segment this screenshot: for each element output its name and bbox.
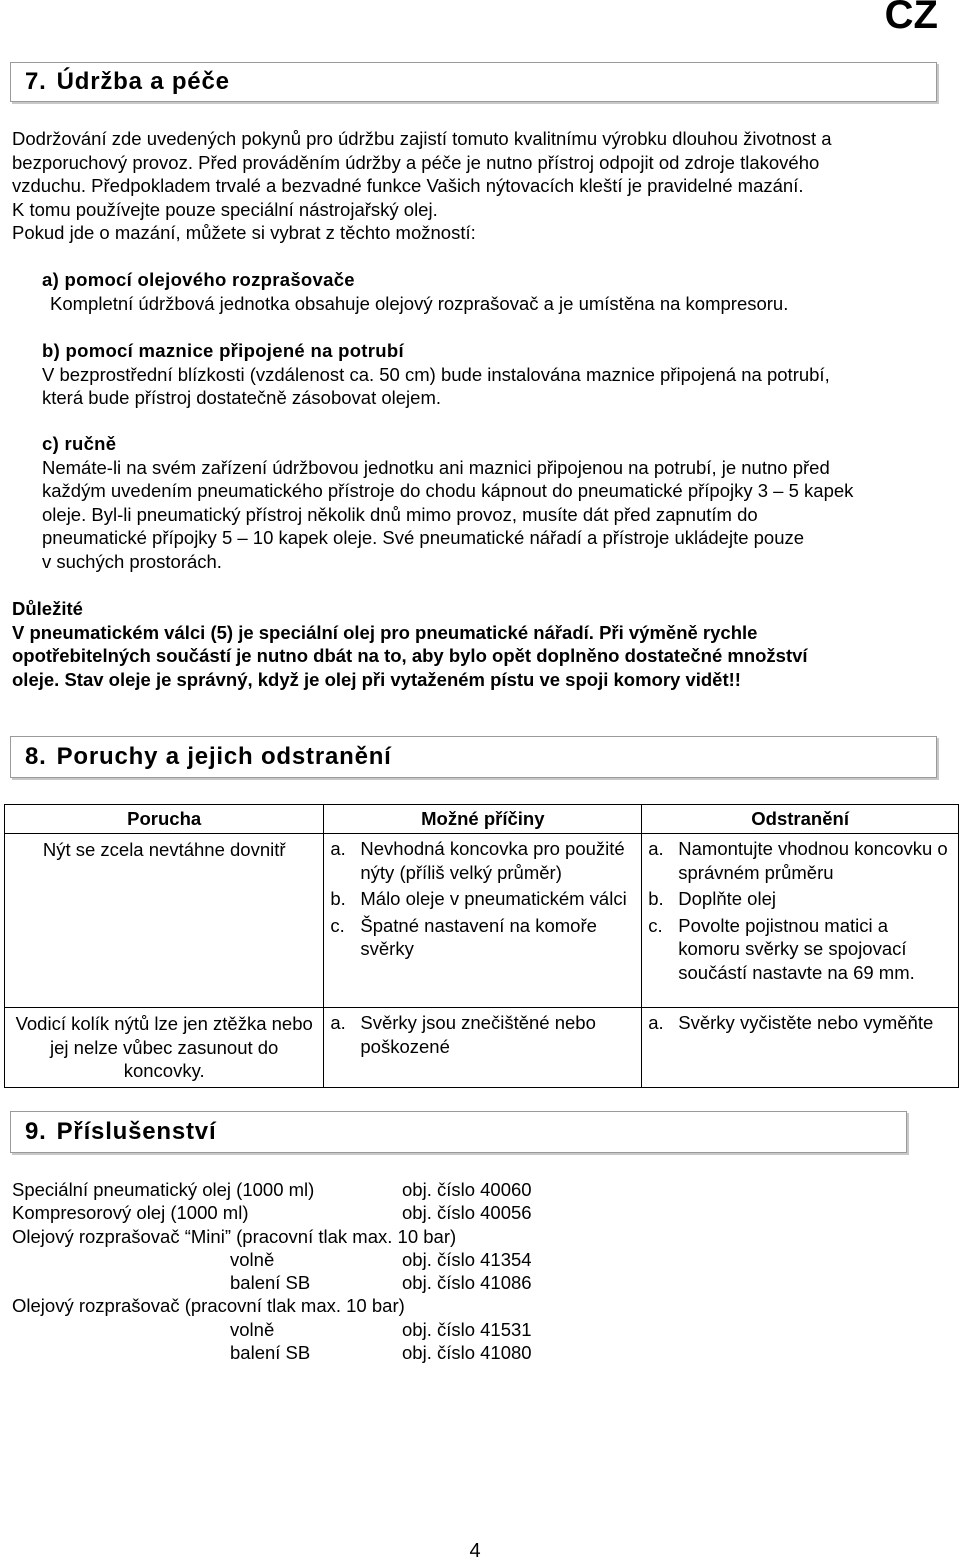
accessory-variant: balení SB xyxy=(230,1272,311,1294)
item-label: c. xyxy=(648,914,663,936)
section-title: Údržba a péče xyxy=(56,68,230,95)
accessories-list xyxy=(12,1178,532,1364)
intro-line: K tomu používejte pouze speciální nástrojařský olej. xyxy=(12,198,438,220)
order-number: obj. číslo 41080 xyxy=(402,1342,532,1364)
option-c-line: oleje. Byl-li pneumatický přístroj několik dnů mimo provoz, musíte dát před zapnutím do xyxy=(42,503,758,525)
item-text: Namontujte vhodnou koncovku o správném průměru xyxy=(678,838,948,883)
important-line: oleje. Stav oleje je správný, když je olej při vytaženém pístu ve spoji komory vidět!! xyxy=(12,668,741,690)
causes-cell xyxy=(324,1008,642,1088)
option-b-line: která bude přístroj dostatečně zásobovat olejem. xyxy=(42,387,442,408)
remedy-item xyxy=(642,1008,958,1035)
remedy-cell xyxy=(642,1008,959,1088)
column-header-causes: Možné příčiny xyxy=(324,805,642,834)
language-code: CZ xyxy=(884,0,938,37)
option-b-line: V bezprostřední blízkosti (vzdálenost ca. 50 cm) bude instalována maznice připojená na potrubí, xyxy=(42,363,830,385)
section-number: 7. xyxy=(25,68,47,95)
option-c-line: pneumatické přípojky 5 – 10 kapek oleje. Své pneumatické nářadí a přístroje ukládejte pouze xyxy=(42,527,805,548)
important-line: opotřebitelných součástí je nutno dbát na to, aby bylo opět doplněno dostatečné množství xyxy=(12,645,808,666)
accessory-variant: volně xyxy=(230,1318,275,1340)
list-item xyxy=(12,1201,532,1224)
list-item xyxy=(12,1225,532,1248)
item-label: a. xyxy=(330,838,346,859)
order-number: obj. číslo 41086 xyxy=(402,1272,532,1294)
maintenance-intro xyxy=(12,127,942,245)
item-text: Nevhodná koncovka pro použité nýty (příliš velký průměr) xyxy=(360,838,625,883)
cause-item xyxy=(324,884,641,911)
option-c-line: každým uvedením pneumatického přístroje do chodu kápnout do pneumatické přípojky 3 – 5 kapek xyxy=(42,480,854,501)
list-item xyxy=(12,1271,532,1294)
list-item xyxy=(12,1318,532,1341)
accessory-variant: volně xyxy=(230,1248,275,1270)
option-c-line: Nemáte-li na svém zařízení údržbovou jednotku ani maznici připojenou na potrubí, je nutno před xyxy=(42,456,830,478)
item-text: Špatné nastavení na komoře svěrky xyxy=(360,914,597,959)
table-row xyxy=(5,1008,959,1088)
item-text: Povolte pojistnou matici a komoru svěrky se spojovací součástí nastavte na 69 mm. xyxy=(678,914,915,983)
section-title: Poruchy a jejich odstranění xyxy=(56,743,392,770)
list-item xyxy=(12,1248,532,1271)
fault-cell: Nýt se zcela nevtáhne dovnitř xyxy=(42,839,286,860)
cause-item xyxy=(324,911,641,961)
causes-cell xyxy=(324,834,642,1008)
list-item xyxy=(12,1341,532,1364)
intro-line: vzduchu. Předpokladem trvalé a bezvadné funkce Vašich nýtovacích kleští je pravidelné mazání. xyxy=(12,175,804,196)
option-a-text: Kompletní údržbová jednotka obsahuje olejový rozprašovač a je umístěna na kompresoru. xyxy=(50,292,789,314)
remedy-item xyxy=(642,884,958,911)
accessory-variant: balení SB xyxy=(230,1342,311,1364)
order-number: obj. číslo 40060 xyxy=(402,1179,532,1200)
item-text: Málo oleje v pneumatickém válci xyxy=(360,888,627,909)
important-heading: Důležité xyxy=(12,598,83,619)
important-line: V pneumatickém válci (5) je speciální olej pro pneumatické nářadí. Při výměně rychle xyxy=(12,621,758,643)
important-note xyxy=(12,597,942,691)
fault-cell: Vodicí kolík nýtů lze jen ztěžka nebo jej nelze vůbec zasunout do koncovky. xyxy=(15,1013,313,1081)
remedy-item xyxy=(642,911,958,985)
troubleshooting-table xyxy=(4,804,959,1088)
intro-line: Pokud jde o mazání, můžete si vybrat z těchto možností: xyxy=(12,222,476,243)
item-label: a. xyxy=(330,1012,346,1033)
option-c xyxy=(12,432,942,573)
item-label: a. xyxy=(648,838,664,859)
section-number: 8. xyxy=(25,743,47,770)
table-header-row xyxy=(5,805,959,834)
intro-line: Dodržování zde uvedených pokynů pro údržbu zajistí tomuto kvalitnímu výrobku dlouhou životnost a xyxy=(12,128,832,149)
item-text: Doplňte olej xyxy=(678,888,776,909)
option-c-heading: c) ručně xyxy=(42,433,117,454)
section-9-heading xyxy=(10,1111,907,1153)
order-number: obj. číslo 41354 xyxy=(402,1248,532,1270)
item-text: Svěrky vyčistěte nebo vyměňte xyxy=(678,1012,934,1033)
remedy-item xyxy=(642,834,958,884)
option-b xyxy=(12,339,942,410)
item-label: b. xyxy=(330,888,346,909)
order-number: obj. číslo 41531 xyxy=(402,1318,532,1340)
option-a xyxy=(12,268,942,315)
item-text: Svěrky jsou znečištěné nebo poškozené xyxy=(360,1012,596,1057)
order-number: obj. číslo 40056 xyxy=(402,1202,532,1224)
page-number: 4 xyxy=(469,1540,481,1562)
table-row xyxy=(5,834,959,1008)
section-title: Příslušenství xyxy=(56,1118,217,1145)
item-label: a. xyxy=(648,1012,664,1033)
option-a-heading: a) pomocí olejového rozprašovače xyxy=(42,269,355,290)
cause-item xyxy=(324,834,641,884)
cause-item xyxy=(324,1008,641,1058)
list-item xyxy=(12,1294,532,1317)
accessory-name: Speciální pneumatický olej (1000 ml) xyxy=(12,1179,315,1200)
column-header-remedy: Odstranění xyxy=(642,805,959,834)
accessory-name: Kompresorový olej (1000 ml) xyxy=(12,1202,249,1224)
section-number: 9. xyxy=(25,1118,47,1145)
accessory-name: Olejový rozprašovač “Mini” (pracovní tlak max. 10 bar) xyxy=(12,1225,457,1247)
option-b-heading: b) pomocí maznice připojené na potrubí xyxy=(42,340,404,361)
option-c-line: v suchých prostorách. xyxy=(42,550,222,572)
list-item xyxy=(12,1178,532,1201)
section-8-heading xyxy=(10,736,937,778)
accessory-name: Olejový rozprašovač (pracovní tlak max. 10 bar) xyxy=(12,1295,405,1317)
intro-line: bezporuchový provoz. Před prováděním údržby a péče je nutno přístroj odpojit od zdroje tlakového xyxy=(12,151,820,173)
item-label: c. xyxy=(330,914,345,936)
column-header-fault: Porucha xyxy=(5,805,324,834)
section-7-heading xyxy=(10,62,937,102)
item-label: b. xyxy=(648,888,664,909)
remedy-cell xyxy=(642,834,959,1008)
